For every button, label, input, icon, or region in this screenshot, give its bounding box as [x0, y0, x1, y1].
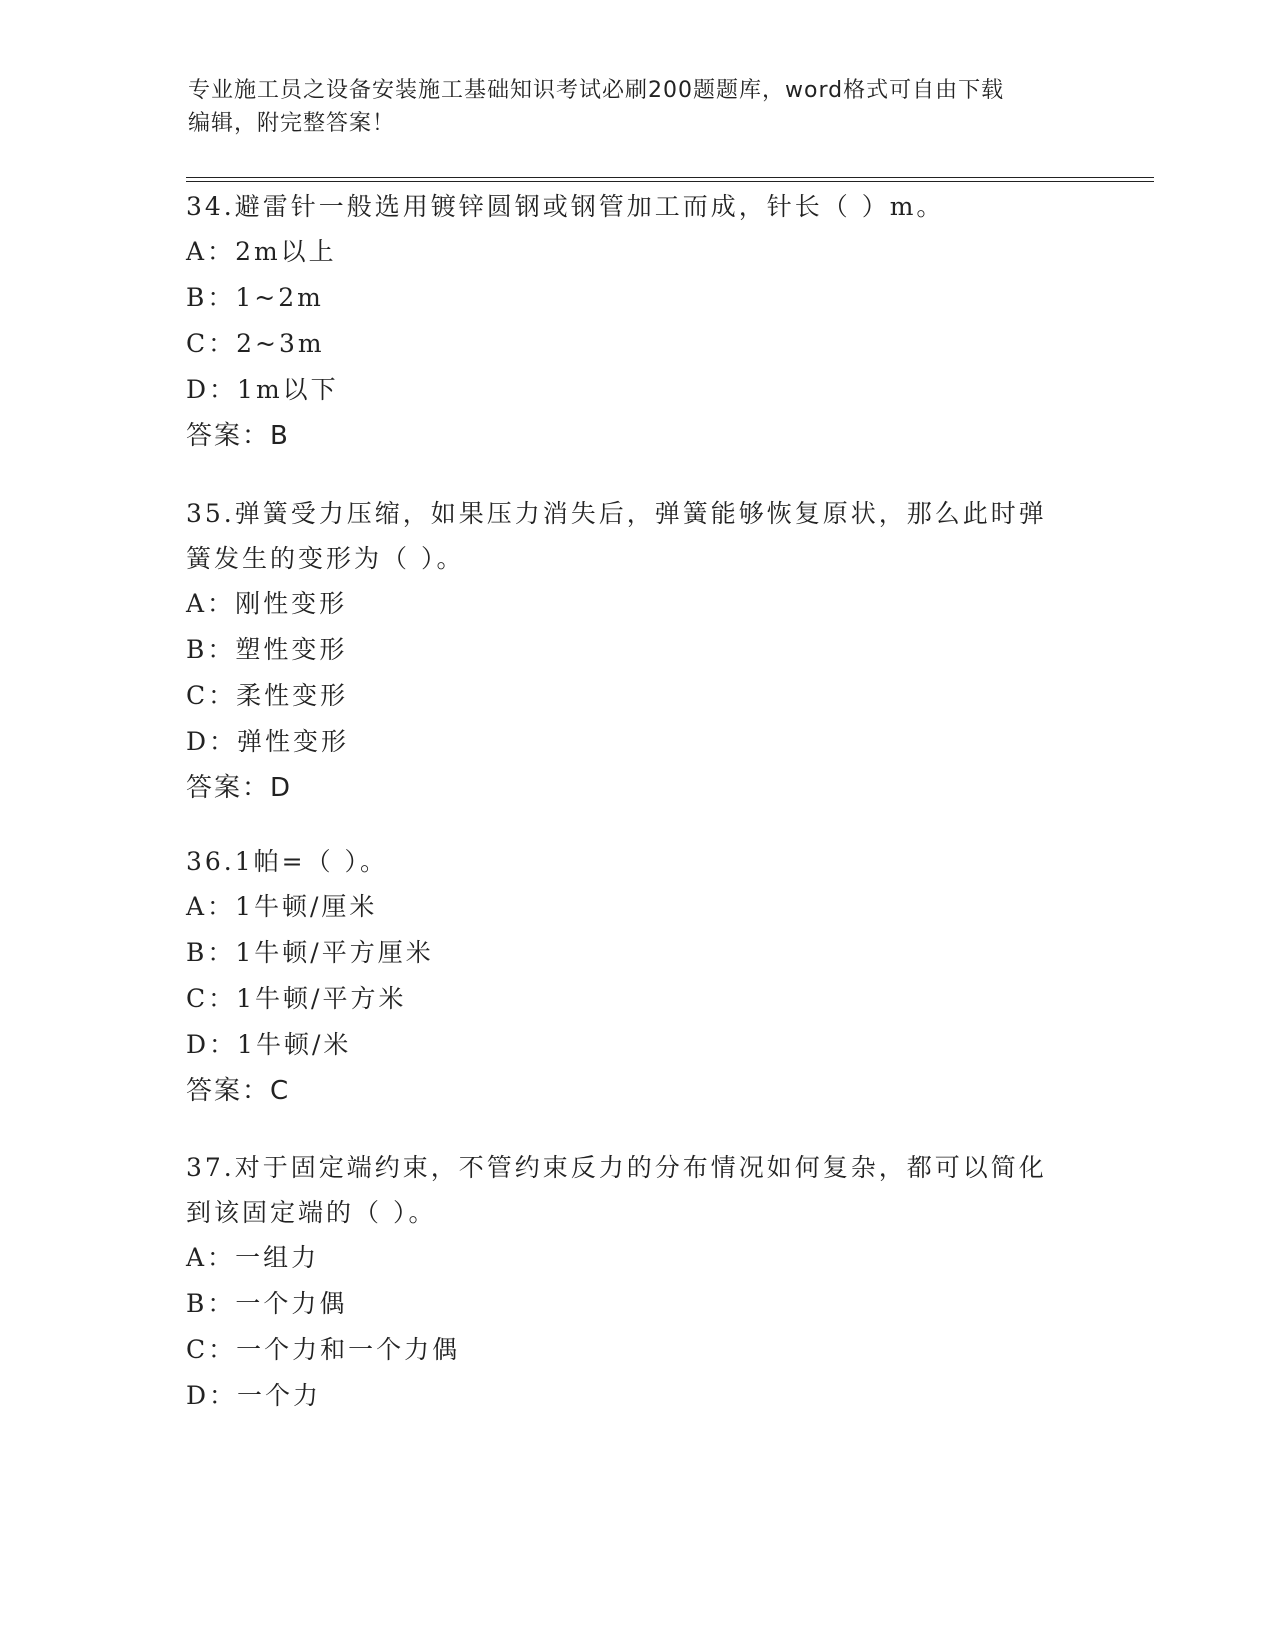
- option-letter: A：: [186, 237, 236, 266]
- option-text: 1牛顿/米: [237, 1030, 352, 1059]
- option-letter: C：: [186, 984, 237, 1013]
- option-letter: A：: [186, 589, 236, 618]
- answer-label: 答案：: [186, 773, 271, 803]
- option-d: [186, 367, 1086, 413]
- document-header: [188, 74, 1088, 140]
- question-stem-line-1: 35.弹簧受力压缩，如果压力消失后，弹簧能够恢复原状，那么此时弹: [186, 499, 1047, 528]
- option-text: 2~3m: [236, 329, 325, 358]
- option-letter: D：: [186, 375, 238, 404]
- option-a: [186, 1235, 1086, 1281]
- option-text: 弹性变形: [237, 727, 350, 756]
- option-letter: B：: [186, 635, 236, 664]
- option-c: [186, 1327, 1086, 1373]
- question-34: [186, 184, 1086, 459]
- option-text: 1m以下: [237, 375, 339, 404]
- answer-line: [186, 413, 1086, 459]
- option-text: 1牛顿/平方米: [236, 984, 407, 1013]
- question-stem-line-2: 簧发生的变形为（ ）。: [186, 544, 465, 573]
- answer-label: 答案：: [186, 1076, 271, 1106]
- question-35: [186, 491, 1086, 811]
- option-a: [186, 229, 1086, 275]
- option-text: 一个力偶: [235, 1289, 348, 1318]
- option-text: 1牛顿/厘米: [235, 892, 378, 921]
- option-letter: A：: [186, 1243, 236, 1272]
- option-letter: B：: [186, 283, 236, 312]
- answer-line: [186, 1068, 1086, 1114]
- option-a: [186, 884, 1086, 930]
- option-text: 一个力和一个力偶: [236, 1335, 461, 1364]
- option-letter: C：: [186, 329, 237, 358]
- header-line-2: 编辑，附完整答案！: [188, 111, 396, 136]
- option-c: [186, 976, 1086, 1022]
- option-d: [186, 719, 1086, 765]
- question-36: [186, 839, 1086, 1114]
- option-b: [186, 275, 1086, 321]
- question-stem: 36.1帕=（ ）。: [186, 847, 389, 876]
- answer-label: 答案：: [186, 421, 271, 451]
- question-stem: 34.避雷针一般选用镀锌圆钢或钢管加工而成，针长（ ）m。: [186, 192, 945, 221]
- option-letter: B：: [186, 938, 236, 967]
- option-b: [186, 627, 1086, 673]
- option-text: 塑性变形: [235, 635, 348, 664]
- option-letter: A：: [186, 892, 236, 921]
- header-line-1: 专业施工员之设备安装施工基础知识考试必刷200题题库，word格式可自由下载: [188, 78, 1005, 103]
- option-text: 2m以上: [235, 237, 337, 266]
- answer-value: D: [270, 773, 293, 803]
- option-text: 1~2m: [235, 283, 324, 312]
- option-b: [186, 1281, 1086, 1327]
- option-text: 刚性变形: [235, 589, 348, 618]
- question-stem-line-2: 到该固定端的（ ）。: [186, 1198, 437, 1227]
- answer-value: C: [270, 1076, 291, 1106]
- option-letter: C：: [186, 681, 237, 710]
- header-divider-bottom: [186, 181, 1154, 182]
- option-letter: C：: [186, 1335, 237, 1364]
- option-c: [186, 321, 1086, 367]
- option-a: [186, 581, 1086, 627]
- answer-value: B: [270, 421, 290, 451]
- option-letter: D：: [186, 1030, 238, 1059]
- option-text: 柔性变形: [236, 681, 349, 710]
- option-b: [186, 930, 1086, 976]
- option-letter: B：: [186, 1289, 236, 1318]
- answer-line: [186, 765, 1086, 811]
- question-37: [186, 1145, 1086, 1419]
- option-d: [186, 1373, 1086, 1419]
- option-letter: D：: [186, 1381, 238, 1410]
- option-text: 一个力: [237, 1381, 322, 1410]
- question-stem-line-1: 37.对于固定端约束，不管约束反力的分布情况如何复杂，都可以简化: [186, 1153, 1047, 1182]
- option-d: [186, 1022, 1086, 1068]
- option-c: [186, 673, 1086, 719]
- option-letter: D：: [186, 727, 238, 756]
- option-text: 1牛顿/平方厘米: [235, 938, 434, 967]
- header-divider-top: [186, 177, 1154, 178]
- option-text: 一组力: [235, 1243, 320, 1272]
